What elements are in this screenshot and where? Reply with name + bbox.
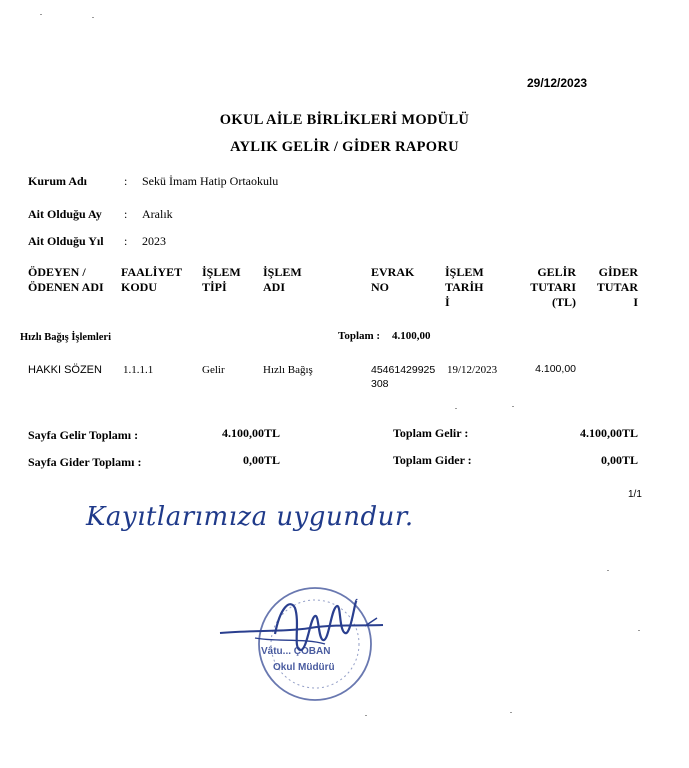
page-number: 1/1 bbox=[628, 489, 642, 500]
header-type: İŞLEM TİPİ bbox=[202, 265, 241, 294]
module-title: OKUL AİLE BİRLİKLERİ MODÜLÜ bbox=[219, 112, 470, 128]
info-label-month: Ait Olduğu Ay bbox=[28, 207, 102, 221]
total-expense-label: Toplam Gider : bbox=[393, 453, 472, 467]
header-payer: ÖDEYEN / ÖDENEN ADI bbox=[28, 265, 104, 294]
page-income-value: 4.100,00TL bbox=[221, 426, 280, 440]
header-expense: GİDER TUTAR I bbox=[596, 265, 638, 309]
header-name: İŞLEM ADI bbox=[263, 265, 302, 294]
handwritten-note: Kayıtlarımıza uygundur. bbox=[86, 502, 414, 532]
page-expense-value: 0,00TL bbox=[242, 453, 280, 467]
scan-speck bbox=[92, 17, 94, 18]
row-name: Hızlı Bağış bbox=[263, 364, 313, 376]
scan-speck bbox=[40, 14, 42, 15]
info-value-month: Aralık bbox=[142, 207, 173, 221]
group-total-label: Toplam : bbox=[338, 330, 381, 342]
row-type: Gelir bbox=[202, 364, 225, 376]
row-activity-code: 1.1.1.1 bbox=[123, 364, 154, 376]
total-income-label: Toplam Gelir : bbox=[393, 426, 469, 440]
scan-speck bbox=[510, 712, 512, 713]
header-doc-no: EVRAK NO bbox=[371, 265, 415, 294]
info-colon: : bbox=[124, 207, 128, 221]
page-expense-label: Sayfa Gider Toplamı : bbox=[28, 455, 142, 469]
scan-speck bbox=[455, 408, 457, 409]
row-doc-no: 45461429925 308 bbox=[371, 364, 436, 390]
header-activity-code: FAALİYET KODU bbox=[121, 265, 183, 294]
total-expense-value: 0,00TL bbox=[600, 453, 638, 467]
official-stamp-icon bbox=[215, 578, 395, 708]
row-date: 19/12/2023 bbox=[447, 364, 498, 376]
total-income-value: 4.100,00TL bbox=[579, 426, 638, 440]
info-value-institution: Sekü İmam Hatip Ortaokulu bbox=[142, 174, 279, 188]
report-date: 29/12/2023 bbox=[527, 76, 588, 90]
scan-speck bbox=[512, 406, 514, 407]
info-label-year: Ait Olduğu Yıl bbox=[28, 234, 104, 248]
info-label-institution: Kurum Adı bbox=[28, 174, 88, 188]
scan-speck bbox=[607, 570, 609, 571]
header-income: GELİR TUTARI (TL) bbox=[530, 265, 576, 309]
report-title: AYLIK GELİR / GİDER RAPORU bbox=[230, 139, 459, 155]
stamp-name: Vâtu... ÇOBAN bbox=[261, 646, 331, 657]
group-total-value: 4.100,00 bbox=[392, 330, 431, 342]
scan-speck bbox=[638, 630, 640, 631]
info-colon: : bbox=[124, 234, 128, 248]
page-income-label: Sayfa Gelir Toplamı : bbox=[28, 428, 139, 442]
header-date: İŞLEM TARİH İ bbox=[445, 265, 484, 309]
stamp-title: Okul Müdürü bbox=[273, 662, 335, 673]
info-colon: : bbox=[124, 174, 128, 188]
info-value-year: 2023 bbox=[142, 234, 166, 248]
row-payer: HAKKI SÖZEN bbox=[28, 364, 102, 376]
group-name: Hızlı Bağış İşlemleri bbox=[20, 332, 111, 343]
row-income: 4.100,00 bbox=[535, 363, 576, 375]
scan-speck bbox=[365, 715, 367, 716]
